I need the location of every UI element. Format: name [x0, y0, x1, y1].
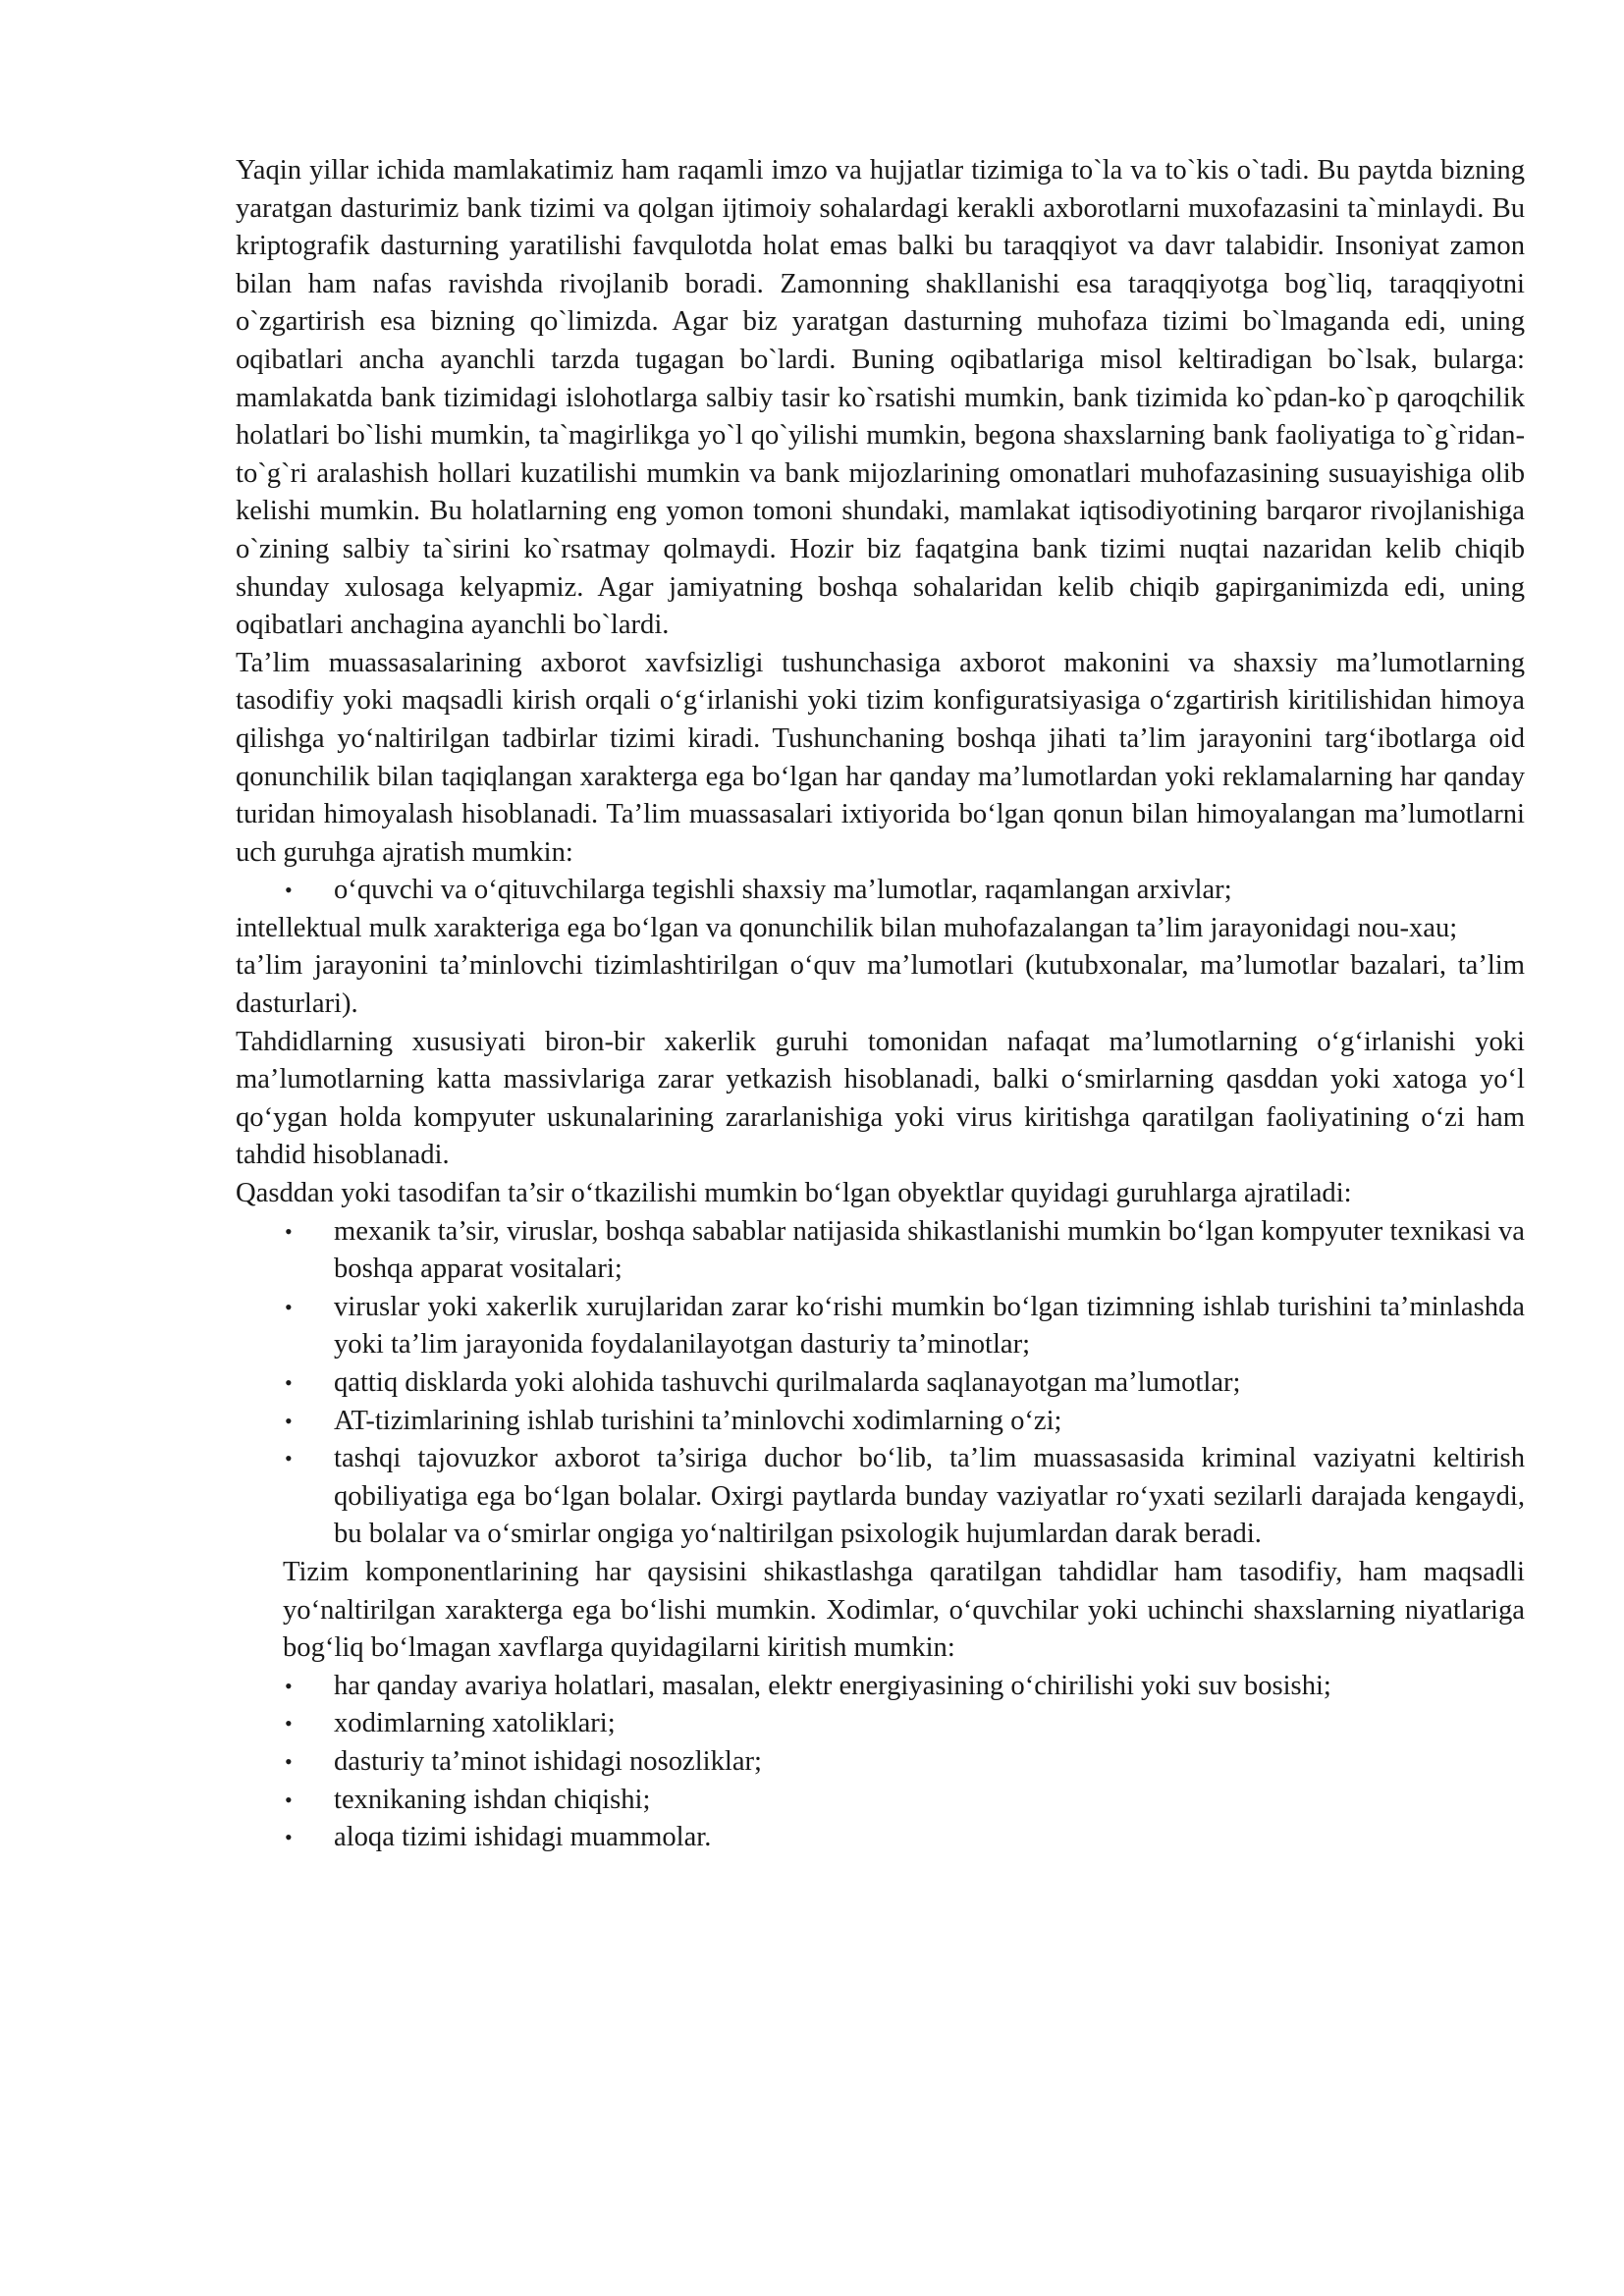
bullet-icon: •: [285, 1446, 293, 1471]
bullet-icon: •: [285, 1748, 293, 1774]
paragraph-education-security: Ta’lim muassasalarining axborot xavfsizligi tushunchasiga axborot makonini va shaxsiy ma’lumotlarning tasodifiy yoki maqsadli kirish orqali o‘g‘irlanishi yoki tizim konfiguratsiyasiga o‘zgartirish kiritilishidan himoya qilishga yo‘naltirilgan tadbirlar tizimi kiradi. Tushunchaning boshqa jihati ta’lim jarayonini targ‘ibotlarga oid qonunchilik bilan taqiqlangan xarakterga ega bo‘lgan har qanday ma’lumotlardan yoki reklamalarning har qanday turidan himoyalash hisoblanadi. Ta’lim muassasalari ixtiyorida bo‘lgan qonun bilan himoyalangan ma’lumotlarni uch guruhga ajratish mumkin:: [236, 647, 1525, 868]
objects-list: [236, 1213, 1525, 1554]
bullet-icon: •: [285, 1218, 293, 1244]
bullet-icon: •: [285, 1711, 293, 1736]
list-item-text: viruslar yoki xakerlik xurujlaridan zarar ko‘rishi mumkin bo‘lgan tizimning ishlab turishini ta’minlashda yoki ta’lim jarayonida foydalanilayotgan dasturiy ta’minotlar;: [334, 1291, 1525, 1361]
list-item-text: qattiq disklarda yoki alohida tashuvchi qurilmalarda saqlanayotgan ma’lumotlar;: [334, 1367, 1241, 1398]
paragraph-objects: Qasddan yoki tasodifan ta’sir o‘tkazilishi mumkin bo‘lgan obyektlar quyidagi guruhlarga ajratiladi:: [236, 1178, 1352, 1209]
list-item: [285, 1705, 1525, 1743]
list-item-text: texnikaning ishdan chiqishi;: [334, 1784, 651, 1815]
paragraph-learning-materials: ta’lim jarayonini ta’minlovchi tizimlashtirilgan o‘quv ma’lumotlari (kutubxonalar, ma’lumotlar bazalari, ta’lim dasturlari).: [236, 950, 1525, 1020]
list-item-text: mexanik ta’sir, viruslar, boshqa sabablar natijasida shikastlanishi mumkin bo‘lgan kompyuter texnikasi va boshqa apparat vositalari;: [334, 1215, 1525, 1285]
paragraph-system-components: Tizim komponentlarining har qaysisini shikastlashga qaratilgan tahdidlar ham tasodifiy, ham maqsadli yo‘naltirilgan xarakterga ega bo‘lishi mumkin. Xodimlar, o‘quvchilar yoki uchinchi shaxslarning niyatlariga bog‘liq bo‘lmagan xavflarga quyidagilarni kiritish mumkin:: [283, 1556, 1525, 1664]
list-item: [285, 1403, 1525, 1441]
bullet-icon: •: [285, 1294, 293, 1319]
list-item: [285, 1213, 1525, 1289]
list-item-text: o‘quvchi va o‘qituvchilarga tegishli shaxsiy ma’lumotlar, raqamlangan arxivlar;: [334, 875, 1232, 906]
list-item: [285, 1364, 1525, 1403]
document-page: [236, 152, 1525, 1857]
bullet-icon: •: [285, 1408, 293, 1433]
bullet-icon: •: [285, 878, 293, 903]
list-item: [285, 1440, 1525, 1554]
list-item: [285, 1668, 1525, 1706]
list-item: [285, 872, 1525, 910]
list-item: [285, 1743, 1525, 1782]
list-item: [285, 1289, 1525, 1364]
list-item: [285, 1819, 1525, 1857]
list-item-text: dasturiy ta’minot ishidagi nosozliklar;: [334, 1745, 762, 1777]
list-item-text: AT-tizimlarining ishlab turishini ta’minlovchi xodimlarning o‘zi;: [334, 1405, 1062, 1436]
list-item: [285, 1782, 1525, 1820]
bullet-icon: •: [285, 1787, 293, 1812]
bullet-icon: •: [285, 1673, 293, 1698]
paragraph-intro: Yaqin yillar ichida mamlakatimiz ham raqamli imzo va hujjatlar tizimiga to`la va to`kis o`tadi. Bu paytda bizning yaratgan dasturimiz bank tizimi va qolgan ijtimoiy sohalardagi kerakli axborotlarni muxofazasini ta`minlaydi. Bu kriptografik dasturning yaratilishi favqulotda holat emas balki bu taraqqiyot va davr talabidir. Insoniyat zamon bilan ham nafas ravishda rivojlanib boradi. Zamonning shakllanishi esa taraqqiyotga bog`liq, taraqqiyotni o`zgartirish esa bizning qo`limizda. Agar biz yaratgan dasturning muhofaza tizimi bo`lmaganda edi, uning oqibatlari ancha ayanchli tarzda tugagan bo`lardi. Buning oqibatlariga misol keltiradigan bo`lsak, bularga: mamlakatda bank tizimidagi islohotlarga salbiy tasir ko`rsatishi mumkin, bank tizimida ko`pdan-ko`p qaroqchilik holatlari bo`lishi mumkin, ta`magirlikga yo`l qo`yilishi mumkin, begona shaxslarning bank faoliyatiga to`g`ridan-to`g`ri aralashish hollari kuzatilishi mumkin va bank mijozlarining omonatlari muhofazasining susuayishiga olib kelishi mumkin. Bu holatlarning eng yomon tomoni shundaki, mamlakat iqtisodiyotining barqaror rivojlanishiga o`zining salbiy ta`sirini ko`rsatmay qolmaydi. Hozir biz faqatgina bank tizimi nuqtai nazaridan kelib chiqib shunday xulosaga kelyapmiz. Agar jamiyatning boshqa sohalaridan kelib chiqib gapirganimizda edi, uning oqibatlari anchagina ayanchli bo`lardi.: [236, 155, 1525, 641]
unintentional-threats-list: [236, 1668, 1525, 1857]
bullet-icon: •: [285, 1825, 293, 1850]
paragraph-intellectual-property: intellektual mulk xarakteriga ega bo‘lgan va qonunchilik bilan muhofazalangan ta’lim jarayonidagi nou-xau;: [236, 912, 1458, 943]
list-item-text: aloqa tizimi ishidagi muammolar.: [334, 1822, 712, 1853]
list-item-text: tashqi tajovuzkor axborot ta’siriga duchor bo‘lib, ta’lim muassasasida kriminal vaziyatni keltirish qobiliyatiga ega bo‘lgan bolalar. Oxirgi paytlarda bunday vaziyatlar ro‘yxati sezilarli darajada kengaydi, bu bolalar va o‘smirlar ongiga yo‘naltirilgan psixologik hujumlardan darak beradi.: [334, 1443, 1525, 1550]
paragraph-threats: Tahdidlarning xususiyati biron-bir xakerlik guruhi tomonidan nafaqat ma’lumotlarning o‘g‘irlanishi yoki ma’lumotlarning katta massivlariga zarar yetkazish hisoblanadi, balki o‘smirlarning qasddan yoki xatoga yo‘l qo‘ygan holda kompyuter uskunalarining zararlanishiga yoki virus kiritishga qaratilgan faoliyatining o‘zi ham tahdid hisoblanadi.: [236, 1026, 1525, 1171]
list-item-text: xodimlarning xatoliklari;: [334, 1708, 616, 1739]
bullet-icon: •: [285, 1370, 293, 1395]
protected-data-list: [236, 872, 1525, 910]
list-item-text: har qanday avariya holatlari, masalan, elektr energiyasining o‘chirilishi yoki suv bosishi;: [334, 1670, 1331, 1701]
